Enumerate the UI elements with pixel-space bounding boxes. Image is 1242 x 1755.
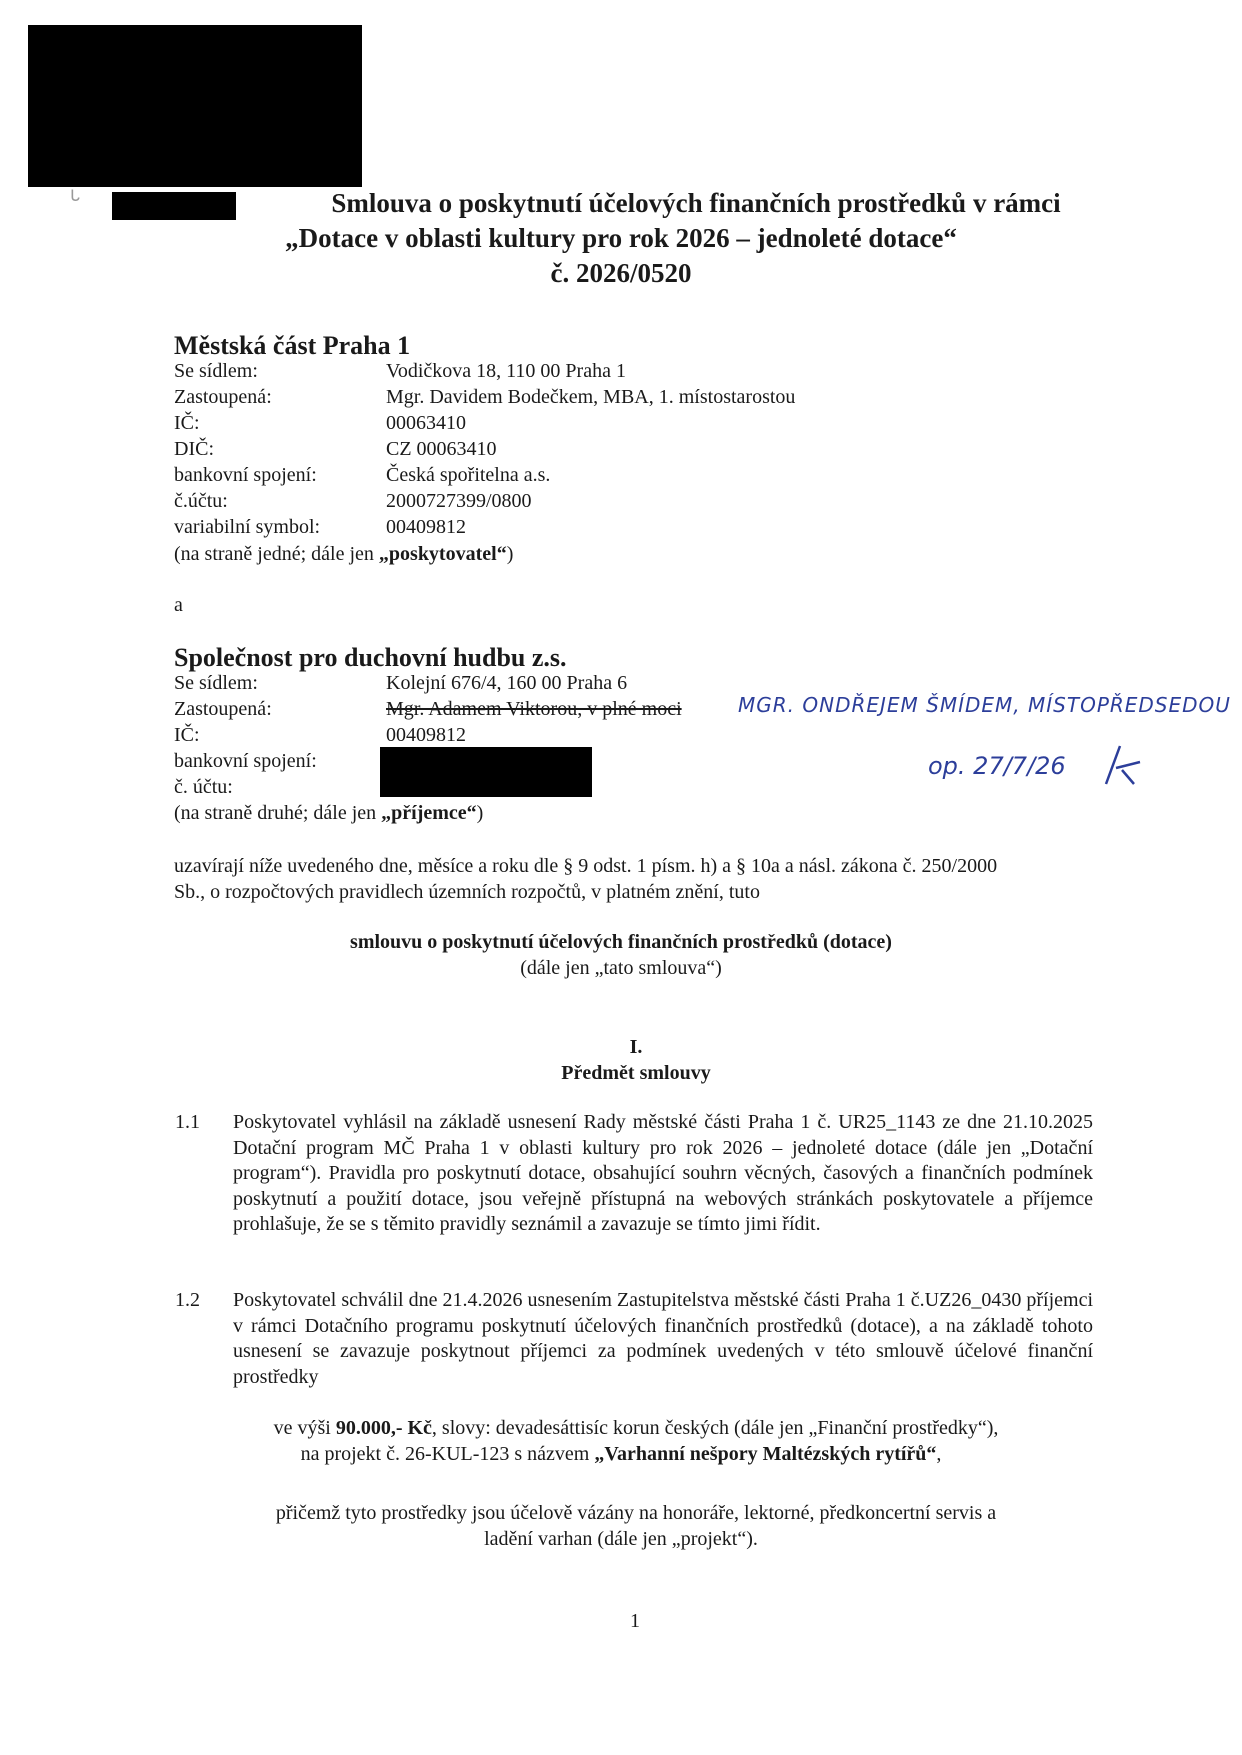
recipient-detail-label: č. účtu: (174, 776, 233, 798)
provider-detail-label: IČ: (174, 412, 200, 434)
provider-detail-value: 2000727399/0800 (386, 490, 532, 512)
recipient-detail-value: 00409812 (386, 724, 466, 746)
provider-detail-value: Mgr. Davidem Bodečkem, MBA, 1. místostarostou (386, 386, 796, 408)
provider-detail-label: Zastoupená: (174, 386, 272, 408)
purpose-line2: ladění varhan (dále jen „projekt“). (484, 1528, 758, 1550)
amount-line: ve výši 90.000,- Kč, slovy: devadesáttisíc korun českých (dále jen „Finanční prostředky“), (273, 1417, 999, 1439)
provider-detail-value: 00063410 (386, 412, 466, 434)
provider-detail-value: Vodičkova 18, 110 00 Praha 1 (386, 360, 626, 382)
provider-detail-value: CZ 00063410 (386, 438, 497, 460)
section-title: Předmět smlouvy (561, 1062, 711, 1084)
contract-title-line1: Smlouva o poskytnutí účelových finančních prostředků v rámci (331, 188, 1061, 218)
clause-number: 1.1 (175, 1111, 200, 1133)
recipient-role: (na straně druhé; dále jen „příjemce“) (174, 802, 484, 824)
recipient-detail-label: IČ: (174, 724, 200, 746)
purpose-line1: přičemž tyto prostředky jsou účelově vázány na honoráře, lektorné, předkoncertní servis a (275, 1502, 997, 1524)
project-line: na projekt č. 26-KUL-123 s názvem „Varhanní nešpory Maltézských rytířů“, (300, 1443, 942, 1465)
provider-detail-label: Se sídlem: (174, 360, 258, 382)
contract-number: č. 2026/0520 (550, 258, 692, 288)
handwritten-note: op. 27/7/26 (928, 752, 1066, 780)
intro-line1: uzavírají níže uvedeného dne, měsíce a roku dle § 9 odst. 1 písm. h) a § 10a a násl. zákona č. 250/2000 (174, 855, 998, 877)
contract-title-line2: „Dotace v oblasti kultury pro rok 2026 – jednoleté dotace“ (285, 223, 957, 253)
provider-detail-label: DIČ: (174, 438, 214, 460)
provider-name: Městská část Praha 1 (174, 331, 411, 360)
redaction-bank-details (380, 747, 592, 797)
provider-detail-value: 00409812 (386, 516, 466, 538)
recipient-detail-label: bankovní spojení: (174, 750, 317, 772)
intro-line2: Sb., o rozpočtových pravidlech územních rozpočtů, v platném znění, tuto (174, 881, 760, 903)
contract-type-title: smlouvu o poskytnutí účelových finančních prostředků (dotace) (350, 931, 892, 953)
recipient-name: Společnost pro duchovní hudbu z.s. (174, 643, 567, 672)
handwritten-signature (1098, 740, 1148, 790)
provider-detail-label: č.účtu: (174, 490, 228, 512)
handwritten-correction: MGR. ONDŘEJEM ŠMÍDEM, MÍSTOPŘEDSEDOU (738, 693, 1231, 717)
page-number: 1 (630, 1610, 640, 1632)
scan-artifact: ᒐ (70, 188, 81, 205)
clause-text: Poskytovatel schválil dne 21.4.2026 usnesením Zastupitelstva městské části Praha 1 č.UZ26_0430 příjemci v rámci Dotačního programu poskytnutí účelových finančních prostředků (dotace), a na základě tohoto usnesení se zavazuje poskytnout příjemci za podmínek uvedených v této smlouvě účelové finanční prostředky (233, 1289, 1093, 1388)
clause-text: Poskytovatel vyhlásil na základě usnesení Rady městské části Praha 1 č. UR25_1143 ze dne 21.10.2025 Dotační program MČ Praha 1 v oblasti kultury pro rok 2026 – jednoleté dotace (dále jen „Dotační program“). Pravidla pro poskytnutí dotace, obsahující souhrn věcných, časových a finančních podmínek poskytnutí a použití dotace, jsou veřejně přístupná na webových stránkách poskytovatele a příjemce prohlašuje, že se s těmito pravidly seznámil a zavazuje se tímto jimi řídit. (233, 1111, 1093, 1235)
contract-type-subtitle: (dále jen „tato smlouva“) (520, 957, 722, 979)
connector-and: a (174, 594, 183, 616)
provider-detail-label: variabilní symbol: (174, 516, 321, 538)
provider-detail-value: Česká spořitelna a.s. (386, 464, 551, 486)
clause-number: 1.2 (175, 1289, 200, 1311)
redaction-top-left (28, 25, 362, 187)
provider-detail-label: bankovní spojení: (174, 464, 317, 486)
recipient-detail-label: Se sídlem: (174, 672, 258, 694)
recipient-detail-value: Kolejní 676/4, 160 00 Praha 6 (386, 672, 628, 694)
provider-role: (na straně jedné; dále jen „poskytovatel“) (174, 543, 514, 565)
section-number: I. (629, 1036, 643, 1058)
recipient-detail-label: Zastoupená: (174, 698, 272, 720)
recipient-detail-value: Mgr. Adamem Viktorou, v plné moci (386, 698, 682, 720)
